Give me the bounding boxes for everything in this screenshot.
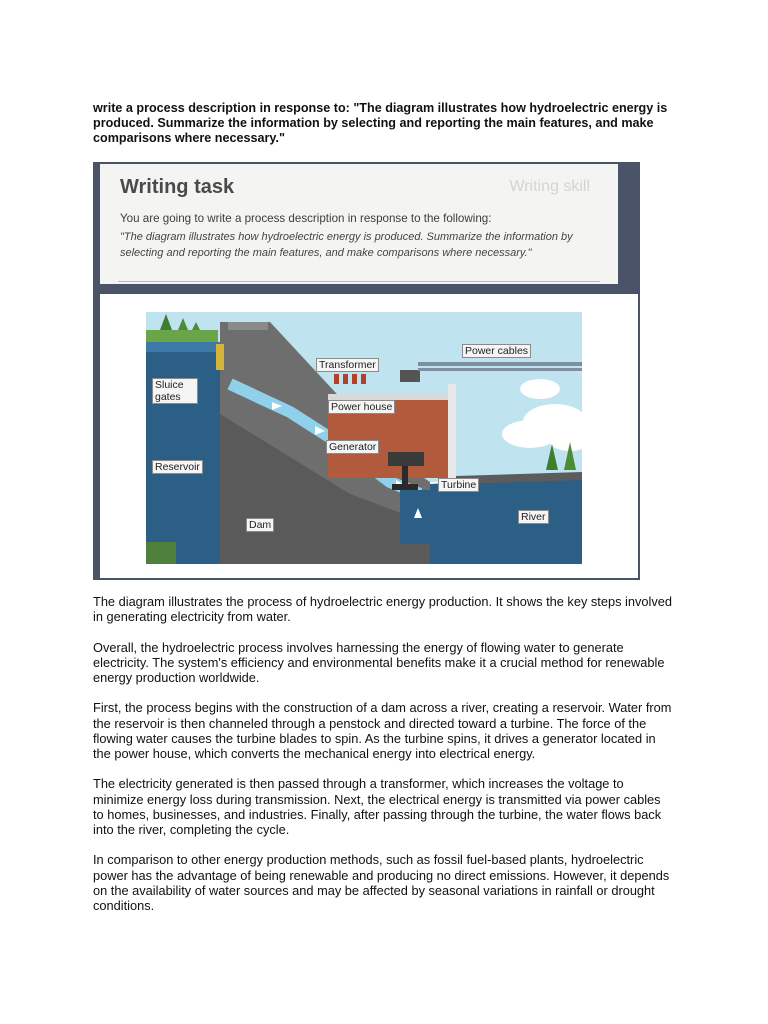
essay-body [93,594,673,928]
paragraph: First, the process begins with the construction of a dam across a river, creating a reservoir. Water from the reservoir is then channeled through a penstock and directed toward a turbine. The force of the flowing water causes the turbine blades to spin. As the turbine spins, it drives a generator located in the power house, which converts the mechanical energy into electrical energy. [93,700,672,761]
transformer-box [400,370,420,382]
diagram-illustration [100,294,638,578]
label-dam: Dam [246,518,274,532]
label-transformer: Transformer [316,358,379,372]
label-turbine: Turbine [438,478,479,492]
reservoir-water [146,342,228,564]
task-title: Writing task [120,176,235,198]
divider [118,281,600,282]
label-river: River [518,510,549,524]
task-quote: "The diagram illustrates how hydroelectric energy is produced. Summarize the information by selecting and reporting the main features, and make comparisons where necessary." [120,231,573,259]
task-ghost-heading: Writing skill [509,178,590,195]
paragraph: The electricity generated is then passed through a transformer, which increases the voltage to minimize energy loss during transmission. Next, the electrical energy is transmitted via power cables to homes, businesses, and industries. Finally, after passing through the turbine, the water flows back into the river, completing the cycle. [93,776,662,837]
generator-unit [388,452,424,466]
sluice-gate [216,344,224,370]
grass-left [146,330,218,342]
paragraph: The diagram illustrates the process of hydroelectric energy production. It shows the key steps involved in generating electricity from water. [93,594,672,625]
prompt-text: write a process description in response to: "The diagram illustrates how hydroelectric energy is produced. Summarize the information by selecting and reporting the main features, and make comparisons where necessary." [93,101,668,145]
task-lead: You are going to write a process description in response to the following: [120,212,492,225]
writing-task-figure [93,162,640,580]
label-generator: Generator [326,440,379,454]
hydroelectric-diagram [100,294,638,578]
label-sluice-gates: Sluice gates [152,378,198,404]
turbine-blades [392,484,418,490]
label-power-house: Power house [328,400,395,414]
label-power-cables: Power cables [462,344,531,358]
label-reservoir: Reservoir [152,460,203,474]
paragraph: In comparison to other energy production methods, such as fossil fuel-based plants, hydroelectric power has the advantage of being renewable and producing no direct emissions. However, it depends on the availability of water sources and may be affected by seasonal variations in rainfall or drought conditions. [93,852,670,913]
paragraph: Overall, the hydroelectric process involves harnessing the energy of flowing water to generate electricity. The system's efficiency and environmental benefits make it a crucial method for renewable energy production worldwide. [93,639,665,685]
power-cables-line [418,362,582,366]
writing-task-card [100,164,618,284]
